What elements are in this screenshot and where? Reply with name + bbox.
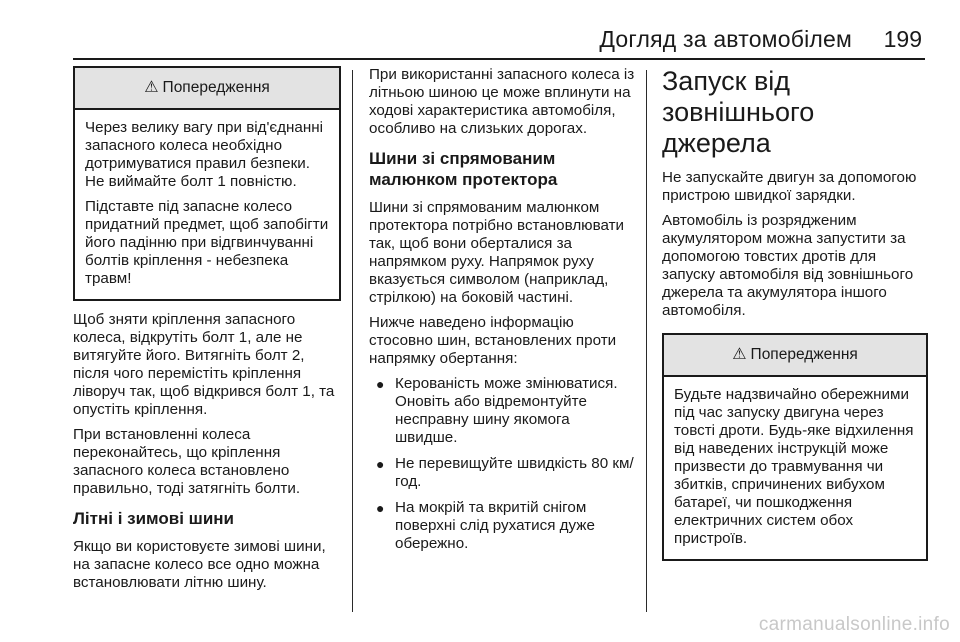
- page-header: [0, 0, 960, 60]
- list-item: ● Керованість може змінюватися. Оновіть або відремонтуйте несправну шину якомога швидше.: [376, 375, 618, 446]
- warning-triangle-icon: ⚠: [732, 346, 747, 363]
- section-heading-jump-start: Запуск від зовнішнього джерела: [662, 66, 815, 158]
- body-paragraph: Автомобіль із розрядженим акумулятором можна запустити за допомогою товстих дротів для запуску автомобіля від зовнішнього джерела та акумулятора іншого автомобіля.: [662, 212, 914, 319]
- bullet-dot-icon: ●: [376, 500, 385, 516]
- warning-box-header: [664, 335, 926, 377]
- header-rule: [73, 58, 925, 60]
- bullet-list: [369, 375, 635, 553]
- body-paragraph: Нижче наведено інформацію стосовно шин, встановлених проти напрямку обертання:: [369, 314, 617, 367]
- section-heading-summer-winter-tires: Літні і зимові шини: [73, 509, 235, 528]
- body-paragraph: При встановленні колеса переконайтесь, що кріплення запасного колеса встановлено правильно, тоді затягніть болти.: [73, 426, 301, 497]
- body-paragraph: Шини зі спрямованим малюнком протектора потрібно встановлювати так, щоб вони оберталися за напрямком руху. Напрямок руху вказується символом (наприклад, стрілкою) на боковій частині.: [369, 199, 625, 306]
- section-heading-directional-tires: Шини зі спрямованим малюнком протектора: [369, 149, 558, 189]
- body-paragraph: Якщо ви користовуєте зимові шини, на запасне колесо все одно можна встановлювати літню шину.: [73, 538, 326, 591]
- warning-box-header: [75, 68, 339, 110]
- column-divider-right: [646, 70, 647, 612]
- warning-heading: Попередження: [750, 346, 858, 363]
- warning-box-body: [664, 377, 926, 559]
- warning-paragraph: Підставте під запасне колесо придатний предмет, щоб запобігти його падінню при відгвинчуванні болтів кріплення - небезпека травм!: [85, 198, 329, 287]
- warning-box-jump-start: [662, 333, 928, 561]
- warning-paragraph: Через велику вагу при від'єднанні запасного колеса необхідно дотримуватися правил безпеки. Не виймайте болт 1 повністю.: [85, 119, 323, 190]
- column-2: [369, 66, 635, 561]
- page-number: 199: [883, 26, 922, 52]
- watermark: carmanualsonline.info: [758, 614, 950, 635]
- body-paragraph: Не запускайте двигун за допомогою пристрою швидкої зарядки.: [662, 169, 917, 204]
- warning-paragraph: Будьте надзвичайно обережними під час запуску двигуна через товсті дроти. Будь-яке відхилення від наведених інструкцій може призвести до травмування чи збитків, спричинених вибухом батареї, чи пошкодження електричних систем обох пристроїв.: [674, 386, 914, 547]
- warning-box-wheel: [73, 66, 341, 301]
- body-paragraph: При використанні запасного колеса із літньою шиною це може вплинути на ходові характеристика автомобіля, особливо на слизьких дорогах.: [369, 66, 635, 137]
- body-paragraph: Щоб зняти кріплення запасного колеса, відкрутіть болт 1, але не витягуйте його. Витягніть болт 2, після чого перемістіть кріплення ліворуч так, щоб відкрився болт 1, та опустіть кріплення.: [73, 311, 335, 418]
- column-1: [73, 66, 341, 599]
- warning-box-body: [75, 110, 339, 299]
- warning-triangle-icon: ⚠: [144, 79, 159, 96]
- warning-heading: Попередження: [162, 79, 270, 96]
- bullet-dot-icon: ●: [376, 456, 385, 472]
- list-item: ● Не перевищуйте швидкість 80 км/год.: [376, 455, 634, 490]
- column-divider-left: [352, 70, 353, 612]
- list-item: ● На мокрій та вкритій снігом поверхні слід рухатися дуже обережно.: [376, 499, 595, 552]
- column-3: [662, 66, 928, 561]
- page-title: Догляд за автомобілем: [599, 26, 852, 52]
- bullet-dot-icon: ●: [376, 376, 385, 392]
